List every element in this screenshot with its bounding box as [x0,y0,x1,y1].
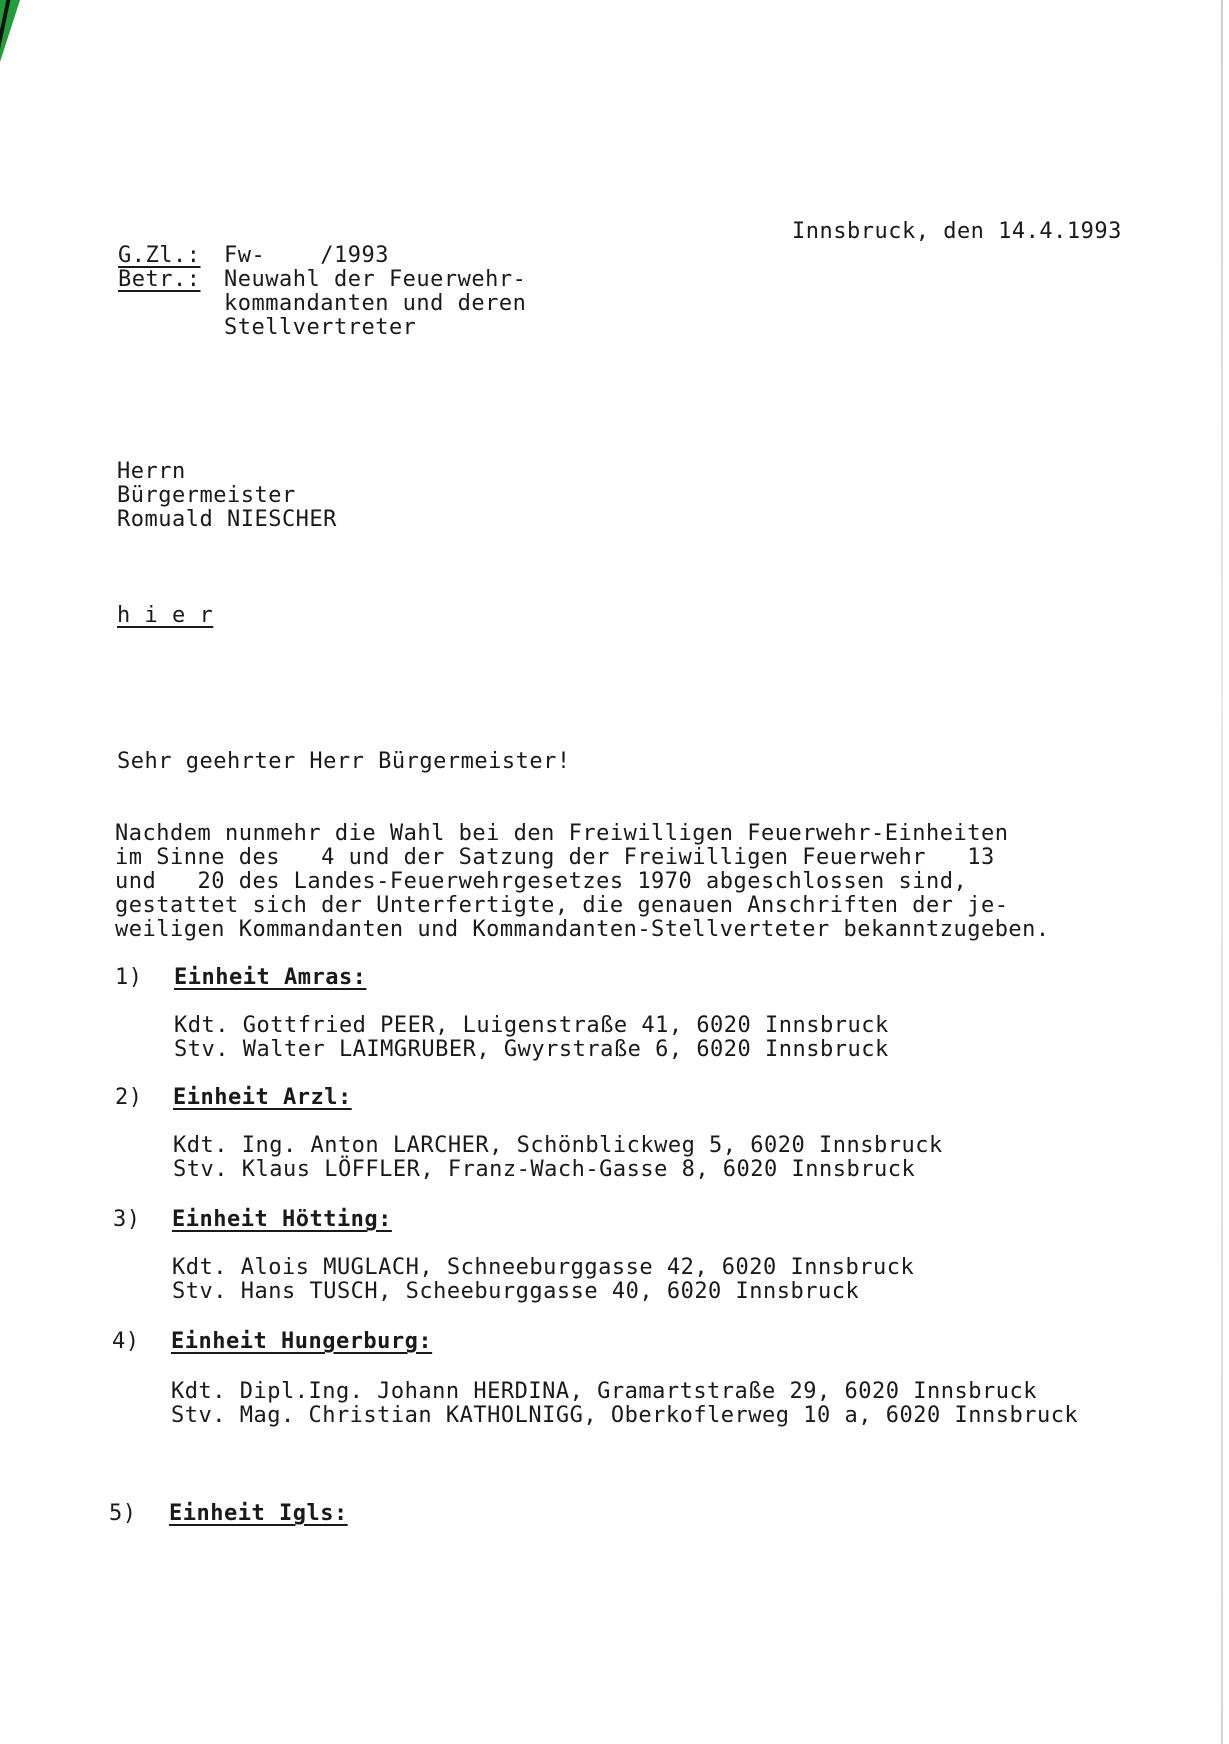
paragraph-line-5: weiligen Kommandanten und Kommandanten-Stellverteter bekanntzugeben. [115,917,1050,942]
paragraph-line-4: gestattet sich der Unterfertigte, die genauen Anschriften der je- [115,893,1009,918]
betr-line-1: Neuwahl der Feuerwehr- [224,267,527,292]
betr-line-2: kommandanten und deren [224,291,527,316]
paragraph-line-2: im Sinne des 4 und der Satzung der Freiwilligen Feuerwehr 13 [115,845,995,870]
unit-4-number: 4) [112,1329,140,1354]
page-edge-shadow [1221,0,1223,1744]
gzl-value: Fw- /1993 [224,243,389,268]
unit-5-title: Einheit Igls: [169,1501,348,1526]
unit-4-title: Einheit Hungerburg: [171,1329,433,1354]
unit-5-number: 5) [109,1501,137,1526]
paragraph-line-1: Nachdem nunmehr die Wahl bei den Freiwilligen Feuerwehr-Einheiten [115,821,1009,846]
unit-2-number: 2) [115,1085,143,1110]
recipient-location: h i e r [117,603,214,628]
recipient-salutation-line: Herrn [117,459,186,484]
unit-1-kdt: Kdt. Gottfried PEER, Luigenstraße 41, 6020 Innsbruck [174,1013,889,1038]
unit-3-stv: Stv. Hans TUSCH, Scheeburggasse 40, 6020 Innsbruck [172,1279,860,1304]
unit-3-number: 3) [113,1207,141,1232]
unit-2-stv: Stv. Klaus LÖFFLER, Franz-Wach-Gasse 8, 6020 Innsbruck [173,1157,916,1182]
recipient-name: Romuald NIESCHER [117,507,337,532]
unit-4-stv: Stv. Mag. Christian KATHOLNIGG, Oberkoflerweg 10 a, 6020 Innsbruck [171,1403,1079,1428]
betr-line-3: Stellvertreter [224,315,417,340]
unit-3-kdt: Kdt. Alois MUGLACH, Schneeburggasse 42, 6020 Innsbruck [172,1255,915,1280]
gzl-label: G.Zl.: [118,243,201,268]
unit-4-kdt: Kdt. Dipl.Ing. Johann HERDINA, Gramartstraße 29, 6020 Innsbruck [171,1379,1037,1404]
salutation: Sehr geehrter Herr Bürgermeister! [117,749,571,774]
unit-2-kdt: Kdt. Ing. Anton LARCHER, Schönblickweg 5, 6020 Innsbruck [173,1133,943,1158]
unit-1-title: Einheit Amras: [174,965,367,990]
place-date: Innsbruck, den 14.4.1993 [792,219,1122,244]
unit-1-stv: Stv. Walter LAIMGRUBER, Gwyrstraße 6, 6020 Innsbruck [174,1037,889,1062]
unit-2-title: Einheit Arzl: [173,1085,352,1110]
paragraph-line-3: und 20 des Landes-Feuerwehrgesetzes 1970 abgeschlossen sind, [115,869,968,894]
unit-3-title: Einheit Hötting: [172,1207,392,1232]
unit-1-number: 1) [115,965,143,990]
betr-label: Betr.: [118,267,201,292]
recipient-title: Bürgermeister [117,483,296,508]
